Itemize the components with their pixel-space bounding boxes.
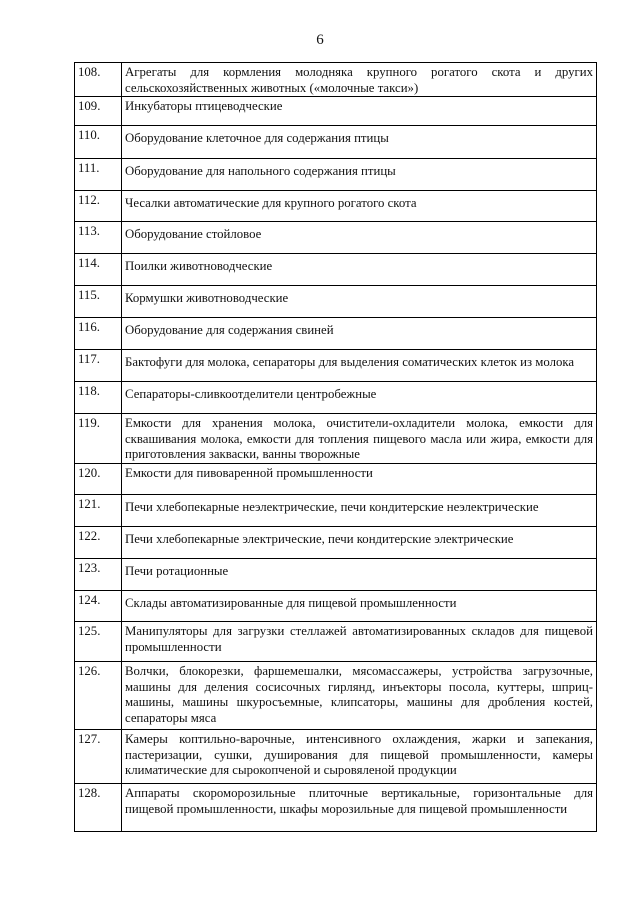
row-number: 119. (75, 414, 122, 464)
row-description: Печи хлебопекарные электрические, печи кондитерские электрические (122, 527, 597, 559)
row-description: Емкости для хранения молока, очистители-охладители молока, емкости для сквашивания молока, емкости для топления пищевого масла или жира, емкости для приготовления закваски, ванны творожные (122, 414, 597, 464)
table-row (75, 464, 597, 495)
row-description: Аппараты скороморозильные плиточные вертикальные, горизонтальные для пищевой промышленности, шкафы морозильные для пищевой промышленности (122, 784, 597, 832)
row-description: Чесалки автоматические для крупного рогатого скота (122, 191, 597, 222)
table-row (75, 527, 597, 559)
table-row (75, 382, 597, 414)
row-description: Поилки животноводческие (122, 254, 597, 286)
table-row (75, 622, 597, 662)
row-number: 125. (75, 622, 122, 662)
row-number: 126. (75, 662, 122, 730)
row-description: Оборудование для напольного содержания птицы (122, 159, 597, 191)
row-number: 123. (75, 559, 122, 591)
table-row (75, 559, 597, 591)
row-description: Инкубаторы птицеводческие (122, 97, 597, 126)
table-row (75, 662, 597, 730)
row-description: Камеры коптильно-варочные, интенсивного охлаждения, жарки и запекания, пастеризации, сушки, душирования для пищевой промышленности, камеры климатические для сырокопченой и сыровяленой продукции (122, 730, 597, 784)
table-row (75, 318, 597, 350)
row-number: 112. (75, 191, 122, 222)
page-number: 6 (316, 32, 324, 48)
row-number: 118. (75, 382, 122, 414)
row-description: Кормушки животноводческие (122, 286, 597, 318)
row-number: 120. (75, 464, 122, 495)
table-row (75, 126, 597, 159)
table-row (75, 159, 597, 191)
table-row (75, 97, 597, 126)
equipment-table (74, 62, 597, 832)
table-row (75, 784, 597, 832)
row-description: Склады автоматизированные для пищевой промышленности (122, 591, 597, 622)
row-description: Оборудование для содержания свиней (122, 318, 597, 350)
row-number: 122. (75, 527, 122, 559)
table-row (75, 286, 597, 318)
row-number: 109. (75, 97, 122, 126)
row-description: Печи хлебопекарные неэлектрические, печи кондитерские неэлектрические (122, 495, 597, 527)
row-description: Манипуляторы для загрузки стеллажей автоматизированных складов для пищевой промышленности (122, 622, 597, 662)
table-row (75, 414, 597, 464)
row-description: Оборудование клеточное для содержания птицы (122, 126, 597, 159)
row-number: 114. (75, 254, 122, 286)
table-row (75, 191, 597, 222)
table-row (75, 591, 597, 622)
row-number: 128. (75, 784, 122, 832)
table-row (75, 730, 597, 784)
row-number: 117. (75, 350, 122, 382)
row-description: Волчки, блокорезки, фаршемешалки, мясомассажеры, устройства загрузочные, машины для деления сосисочных гирлянд, инъекторы посола, куттеры, шприц-машины, машины шкуросъемные, клипсаторы, машины для дробления костей, сепараторы мяса (122, 662, 597, 730)
table-row (75, 63, 597, 97)
table-row (75, 495, 597, 527)
row-number: 111. (75, 159, 122, 191)
row-number: 108. (75, 63, 122, 97)
row-number: 127. (75, 730, 122, 784)
table-row (75, 254, 597, 286)
row-description: Оборудование стойловое (122, 222, 597, 254)
row-number: 113. (75, 222, 122, 254)
row-number: 124. (75, 591, 122, 622)
row-description: Сепараторы-сливкоотделители центробежные (122, 382, 597, 414)
row-description: Печи ротационные (122, 559, 597, 591)
row-number: 121. (75, 495, 122, 527)
table-row (75, 350, 597, 382)
row-number: 110. (75, 126, 122, 159)
row-description: Бактофуги для молока, сепараторы для выделения соматических клеток из молока (122, 350, 597, 382)
row-number: 115. (75, 286, 122, 318)
row-description: Агрегаты для кормления молодняка крупного рогатого скота и других сельскохозяйственных животных («молочные такси») (122, 63, 597, 97)
row-description: Емкости для пивоваренной промышленности (122, 464, 597, 495)
row-number: 116. (75, 318, 122, 350)
table-row (75, 222, 597, 254)
